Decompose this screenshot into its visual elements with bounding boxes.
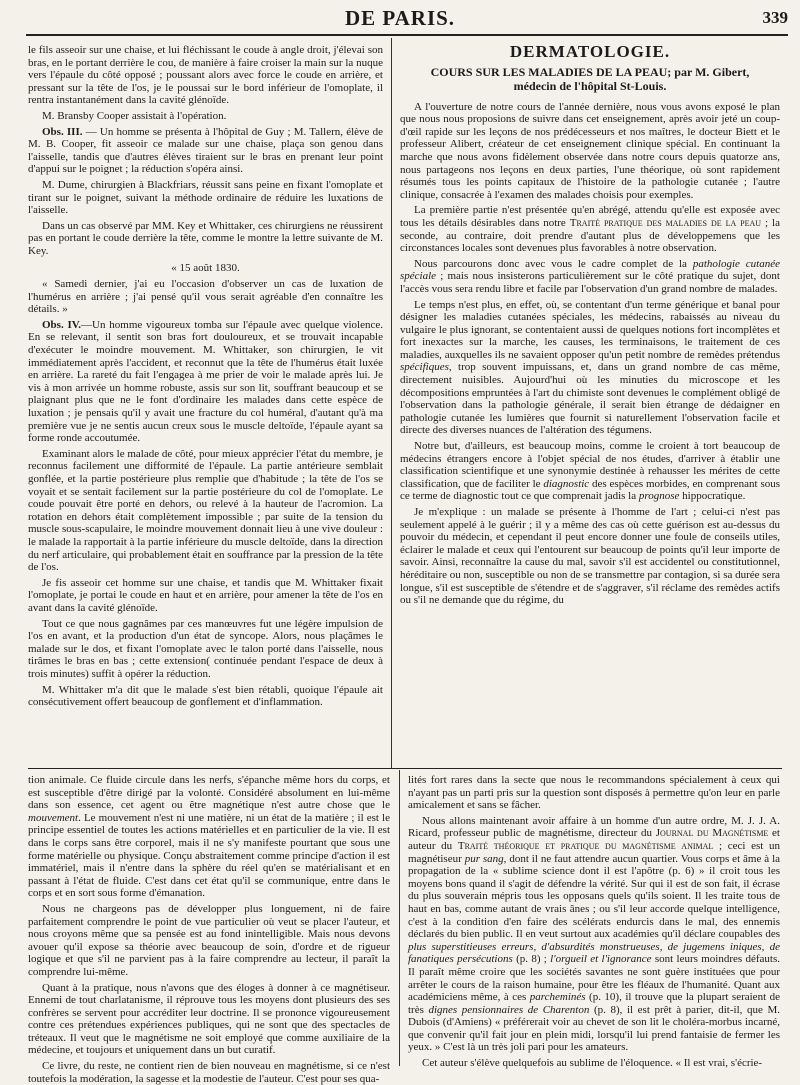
- paragraph: A l'ouverture de notre cours de l'année dernière, nous vous avons exposé le plan que nous nous proposions de suivre dans cet enseignement, après avoir jeté un coup-d'œil rapide sur les leçons de nos prédécesseurs et nos maîtres, le docteur Biett et le professeur Alibert, créateur de cet enseignement clinique spécial. En continuant la marche que nous avons fidèlement observée dans notre cours depuis quatorze ans, nous partageons nos leçons en deux parties, l'une théorique, où sont rapidement résumés tous les points capitaux de l'histoire de la pathologie cutanée ; l'autre clinique, consacrée à l'examen des malades choisis pour exemples.: [400, 100, 780, 201]
- treatise-title: Traité théorique et pratique du magnétisme animal: [457, 839, 714, 852]
- header-rule: [26, 34, 788, 36]
- paragraph: Tout ce que nous gagnâmes par ces manœuvres fut une légère impulsion de l'os en avant, et la production d'un état de syncope. Alors, nous plaçâmes le malade sur le dos, et fixant l'omoplate avec le talon porté dans l'aisselle, nous tirâmes le bras en bas ; cette extension( continuée pendant l'espace de deux à trois minutes) suffit à opérer la réduction.: [28, 617, 383, 680]
- page-header: [0, 0, 800, 40]
- book-title: Traité pratique des maladies de la peau: [569, 216, 762, 229]
- paragraph: tion animale. Ce fluide circule dans les nerfs, s'épanche même hors du corps, et est susceptible d'être dirigé par la volonté. Considéré absolument en lui-même dans son essence, cet agent ou être magnétique n'est autre chose que le mouvement. Le mouvement n'est ni une matière, ni un état de la matière ; il est le principe essentiel de toutes les actions matérielles et en particulier de la vie. Il est dans le corps sans être corporel, mais il ne s'y manifeste pourtant que sous une forme matérielle ou physique. Conçu abstraitement comme principe d'action il est immatériel, mais il n'entre dans la sphère du réel qu'en se matérialisant et en passant à l'état de fluide. C'est dans cet état qu'il se communique, entre dans le corps et en sort sous forme d'émanation.: [28, 774, 390, 900]
- paragraph: Je fis asseoir cet homme sur une chaise, et tandis que M. Whittaker fixait l'omoplate, je portai le coude en haut et en arrière, pour amener la tête de l'os en avant dans la cavité glénoïde.: [28, 576, 383, 614]
- paragraph: Nous parcourons donc avec vous le cadre complet de la pathologie cutanée spéciale ; mais nous insisterons particulièrement sur le côté pratique du sujet, dont l'accès vous sera rendu libre et facile par l'observation d'un grand nombre de malades.: [400, 257, 780, 295]
- paragraph: Nous ne chargeons pas de développer plus longuement, ni de faire parfaitement comprendre le point de vue particulier où veut se placer l'auteur, et nous croyons même que sa pensée est au fond inintelligible. Mais nous devons avouer qu'il expose sa théorie avec beaucoup de soin, d'ordre et de rigueur logique et que s'il ne parvient pas à la faire comprendre au lecteur, il paraît la comprendre lui-même.: [28, 902, 390, 978]
- paragraph: « Samedi dernier, j'ai eu l'occasion d'observer un cas de luxation de l'humérus en arrière ; j'ai pensé qu'il vous serait agréable d'en connaître les détails. »: [28, 278, 383, 316]
- journal-title: Journal du Magnétisme: [655, 827, 769, 840]
- paragraph: M. Bransby Cooper assistait à l'opération.: [42, 109, 227, 122]
- section-divider: [28, 768, 782, 769]
- paragraph: Examinant alors le malade de côté, pour mieux apprécier l'état du membre, je reconnus facilement une difformité de l'épaule. La partie antérieure semblait gonflée, et la partie postérieure plus remplie que d'habitude ; la tête de l'os se voyait et se sentait facilement sur la partie postérieure du col de l'omoplate. Le coude pouvait être porté en dehors, ou relevé à la hauteur de l'acromion. La rotation en dehors était complètement impossible ; par suite de la tension du muscle sous-scapulaire, le moindre mouvement donnait lieu à une vive douleur : le malade la rapportait à la partie inférieure du muscle deltoïde, dans la direction du nerf articulaire, qui probablement était en souffrance par la pression de la tête de l'os.: [28, 447, 383, 574]
- paragraph: Cet auteur s'élève quelquefois au sublime de l'éloquence. « Il est vrai, s'écrie-: [422, 1057, 763, 1070]
- paragraph: Dans un cas observé par MM. Key et Whittaker, ces chirurgiens ne réussirent pas en portant le coude derrière la tête, comme le montre la lettre suivante de M. Key.: [28, 219, 383, 257]
- observation-label: Obs. III.: [42, 125, 83, 138]
- running-title: DE PARIS.: [344, 6, 456, 30]
- paragraph: Nous allons maintenant avoir affaire à un homme d'un autre ordre, M. J. J. A. Ricard, professeur public de magnétisme, directeur du Journal du Magnétisme et auteur du Traité théorique et pratique du magnétisme animal ; ceci est un magnétiseur pur sang, dont il ne faut attendre aucun quartier. Vous corps et âme à la propagation de la « sublime science dont il est l'apôtre (p. 6) » il croit tous les moyens bons quand il s'agit de défendre la vérité. Sur qui il est de son fait, il écrase du plus souverain mépris tous les opposans quels qu'ils soient. Il les traite tous de haut en bas, comme autant de vrais ânes ; ou s'il leur accorde quelque intelligence, c'est à la condition d'en faire des scélérats endurcis dans le mal, des ennemis déclarés du bien public. Il en veut surtout aux académies qu'il déclare coupables des plus superstitieuses erreurs, d'absurdités monstrueuses, de jugemens iniques, de fanatiques persécutions (p. 8) ; l'orgueil et l'ignorance sont leurs moindres défauts. Il paraît même croire que les sociétés savantes ne sont guère instituées que pour arrêter le cours de la raison humaine, pour être les fléaux de l'humanité. Quant aux académiciens même, à ces parcheminés (p. 10), il trouve que la plupart seraient de très dignes pensionnaires de Charenton (p. 8), il est prêt à parier, dit-il, que M. Dubois (d'Amiens) « préférerait voir au chevet de son lit le choléra-morbus incarné, que convenir qu'il fait jour en plein midi, lorsqu'il lui prend fantaisie de fermer les yeux. » C'est là un très joli pari pour les amateurs.: [408, 814, 781, 1054]
- column-bottom-right: [408, 774, 781, 1070]
- paragraph: Quant à la pratique, nous n'avons que des éloges à donner à ce magnétiseur. Ennemi de tout charlatanisme, il réprouve tous les moyens dont plusieurs des ses confrères se servent pour accréditer leur doctrine. Il se prononce vigoureusement contre ces prétendues expériences publiques, qui ne sont que des spectacles de tréteaux. Il veut que le magnétisme ne soit employé que comme auxiliaire de la médecine, et toujours et uniquement dans un but curatif.: [28, 981, 390, 1057]
- paragraph: M. Dume, chirurgien à Blackfriars, réussit sans peine en fixant l'omoplate et tirant sur le poignet, suivant la méthode ordinaire de réduire les luxations de l'aisselle.: [28, 178, 383, 217]
- paragraph: Ce livre, du reste, ne contient rien de bien nouveau en magnétisme, si ce n'est toutefois la modération, la sagesse et la modestie de l'auteur. C'est pour ses qua-: [28, 1060, 390, 1085]
- paragraph: Obs. IV.—Un homme vigoureux tomba sur l'épaule avec quelque violence. En se relevant, il sentit son bras fort douloureux, et se trouvait incapable d'exécuter le moindre mouvement. M. Whittaker, son chirurgien, le vit immédiatement après l'accident, et reconnut que la tête de l'humérus était luxée en arrière. La rareté du fait l'engagea à me prier de voir le malade après lui. Je vis à mon arrivée un homme robuste, assis sur son lit, souffrant beaucoup et se plaignant plus que ne le font d'ordinaire les malades dans cette espèce de luxation ; je pensais qu'il y avait une fracture du col huméral, d'autant qu'à ma première vue je ne sentis aucun creux sous le muscle deltoïde, l'épaule ayant sa forme ronde accoutumée.: [28, 318, 383, 445]
- paragraph: La première partie n'est présentée qu'en abrégé, attendu qu'elle est exposée avec tous les détails désirables dans notre Traité pratique des maladies de la peau ; la seconde, au contraire, doit prendre d'autant plus de développemens que les circonstances locales sont devenues plus favorables à notre observation.: [400, 204, 780, 255]
- paragraph: Le temps n'est plus, en effet, où, se contentant d'un terme générique et banal pour désigner les maladies cutanées spéciales, les médecins, rabaissés au niveau du vulgaire le plus ignorant, se contentaient aussi de quelques notions fort incomplètes et fort inexactes sur la marche, les causes, les terminaisons, le traitement de ces maladies, auxquelles ils ne savaient opposer qu'un petit nombre de remèdes prétendus spécifiques, trop souvent impuissans, et, dans un grand nombre de cas même, directement nuisibles. Aujourd'hui où les minuties du microscope et les décompositions empruntées à l'art du chimiste sont devenues le complément obligé de l'observation dans la pathologie générale, il serait bien étrange de dédaigner en pathologie cutanée les lumières que fournit si naturellement l'observation facile et directe des diverses nuances de l'altération des tégumens.: [400, 298, 780, 437]
- column-bottom-left: [28, 774, 390, 1085]
- paragraph: lités fort rares dans la secte que nous le recommandons spécialement à ceux qui n'ayant pas un parti pris sur la question sont disposés à permettre qu'on leur en parle amicalement et sans se fâcher.: [408, 774, 780, 812]
- column-divider-bottom: [399, 770, 400, 1066]
- paragraph: M. Whittaker m'a dit que le malade s'est bien rétabli, quoique l'épaule ait consécutivement offert beaucoup de gonflement et d'inflammation.: [28, 683, 383, 709]
- column-top-right: [400, 44, 780, 766]
- paragraph: Notre but, d'ailleurs, est beaucoup moins, comme le croient à tort beaucoup de médecins étrangers encore à l'objet spécial de nos études, d'arriver à établir une classification scientifique et une synonymie destinée à rehausser les mérites de cette classification, que de faciliter le diagnostic des espèces morbides, en comprenant sous ce terme de diagnostic tout ce que comprenait jadis la prognose hippocratique.: [400, 440, 781, 503]
- paragraph: Je m'explique : un malade se présente à l'homme de l'art ; celui-ci n'est pas seulement appelé à le guérir ; il y a même des cas où cette guérison est au-dessus du pouvoir du médecin, et cependant il peut encore donner une foule de conseils utiles, éclairer le malade et ceux qui l'entourent sur beaucoup de points qu'il leur importe de savoir. Ainsi, reconnaître la cause du mal, savoir s'il est accidentel ou constitutionnel, héréditaire ou non, susceptible ou non de se transmettre par contagion, si sa durée sera longue, s'il est susceptible de s'étendre et de s'aggraver, s'il réclame des remèdes actifs ou s'il ne demande que du régime, du: [400, 506, 780, 607]
- page-number: 339: [762, 8, 788, 27]
- paragraph: Obs. III. — Un homme se présenta à l'hôpital de Guy ; M. Tallern, élève de M. B. Cooper, fit asseoir ce malade sur une chaise, plaça son genou dans l'aisselle, tandis que d'autres élèves tiraient sur le bras en prenant leur point d'appui sur le poignet ; la réduction s'opéra ainsi.: [28, 125, 384, 176]
- course-title-line: COURS SUR LES MALADIES DE LA PEAU; par M. Gibert,: [430, 64, 750, 79]
- course-heading: [400, 65, 780, 93]
- course-author-line: médecin de l'hôpital St-Louis.: [513, 78, 667, 93]
- column-top-left: [28, 44, 383, 766]
- observation-label: Obs. IV.: [42, 318, 82, 331]
- column-divider-top: [391, 38, 392, 768]
- section-title: DERMATOLOGIE.: [509, 42, 671, 61]
- letter-date: « 15 août 1830.: [171, 261, 240, 274]
- paragraph: le fils asseoir sur une chaise, et lui fléchissant le coude à angle droit, j'élevai son bras, en le portant derrière le cou, de manière à faire croiser la main sur la nuque vers l'épaule du côté opposé ; poussant alors avec force le coude en arrière, et pressant sur la tête de l'os, je le poussai sur le bord inférieur de l'omoplate, il rentra instantanément dans la cavité glénoïde.: [28, 44, 383, 107]
